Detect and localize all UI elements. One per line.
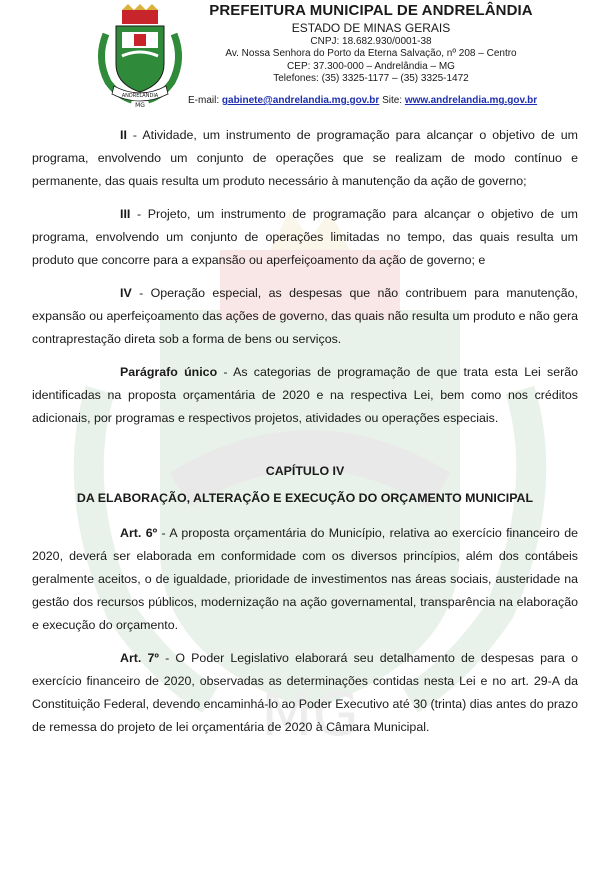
paragrafo-unico-text: - As categorias de programação de que trata esta Lei serão identificadas na proposta orçamentária de 2020 e na respectiva Lei, bem como nos créditos adicionais, por programas e respectivos projetos, atividades ou operações especiais. xyxy=(32,365,578,425)
seal-state-text: MG xyxy=(135,102,145,108)
chapter-title: DA ELABORAÇÃO, ALTERAÇÃO E EXECUÇÃO DO ORÇAMENTO MUNICIPAL xyxy=(76,491,534,505)
site-link[interactable]: www.andrelandia.mg.gov.br xyxy=(404,95,538,106)
item-iv-number: IV xyxy=(120,286,132,300)
item-iii-number: III xyxy=(120,207,131,221)
chapter-heading: CAPÍTULO IV xyxy=(265,464,345,478)
item-iv-text: - Operação especial, as despesas que não contribuem para manutenção, expansão ou aperfeiçoamento das ações de governo, das quais não resulta um produto e não gera contraprestação direta sob a forma de bens ou serviços. xyxy=(32,286,578,346)
article-6-label: Art. 6º xyxy=(120,526,158,540)
address: Av. Nossa Senhora do Porto da Eterna Salvação, nº 208 – Centro xyxy=(225,48,517,60)
contact-line xyxy=(188,95,537,106)
municipality-title: PREFEITURA MUNICIPAL DE ANDRELÂNDIA xyxy=(209,2,533,19)
email-label: E-mail: xyxy=(188,95,220,106)
paragrafo-unico-label: Parágrafo único xyxy=(120,365,218,379)
item-ii xyxy=(32,124,578,193)
state-name: ESTADO DE MINAS GERAIS xyxy=(291,20,451,35)
email-link[interactable]: gabinete@andrelandia.mg.gov.br xyxy=(221,95,380,106)
article-7-text: - O Poder Legislativo elaborará seu detalhamento de despesas para o exercício financeiro de 2020, observadas as determinações contidas nesta Lei e no art. 29-A da Constituição Federal, devendo encaminhá-lo ao Poder Executivo até 30 (trinta) dias antes do prazo de remessa do projeto de lei orçamentária de 2020 à Câmara Municipal. xyxy=(32,651,578,734)
item-ii-number: II xyxy=(120,128,127,142)
site-label: Site: xyxy=(382,95,403,106)
cnpj: CNPJ: 18.682.930/0001-38 xyxy=(310,35,432,47)
cep: CEP: 37.300-000 – Andrelândia – MG xyxy=(287,60,455,72)
municipal-seal-logo xyxy=(92,4,188,108)
article-6 xyxy=(32,522,578,637)
article-7-label: Art. 7º xyxy=(120,651,159,665)
item-iii-text: - Projeto, um instrumento de programação para alcançar o objetivo de um programa, envolvendo um conjunto de operações limitadas no tempo, das quais resulta um produto que concorre para a expansão ou aperfeiçoamento da ação de governo; e xyxy=(32,207,578,267)
phones: Telefones: (35) 3325-1177 – (35) 3325-1472 xyxy=(273,73,469,85)
letterhead xyxy=(0,0,600,112)
watermark-text: MG xyxy=(260,680,360,750)
seal-ribbon-text: ANDRELÂNDIA xyxy=(121,93,159,99)
article-7 xyxy=(32,647,578,739)
item-ii-text: - Atividade, um instrumento de programação para alcançar o objetivo de um programa, envolvendo um conjunto de operações que se realizam de modo contínuo e permanente, das quais resulta um produto necessário à manutenção da ação de governo; xyxy=(32,128,578,188)
item-iv xyxy=(32,282,578,351)
paragrafo-unico xyxy=(32,361,578,430)
document-body xyxy=(32,124,578,749)
item-iii xyxy=(32,203,578,272)
article-6-text: - A proposta orçamentária do Município, relativa ao exercício financeiro de 2020, deverá ser elaborada em conformidade com os diversos princípios, além dos contábeis geralmente aceitos, o de igualdade, prioridade de investimentos nas áreas sociais, austeridade na gestão dos recursos públicos, modernização na ação governamental, transparência na elaboração e execução do orçamento. xyxy=(32,526,578,632)
